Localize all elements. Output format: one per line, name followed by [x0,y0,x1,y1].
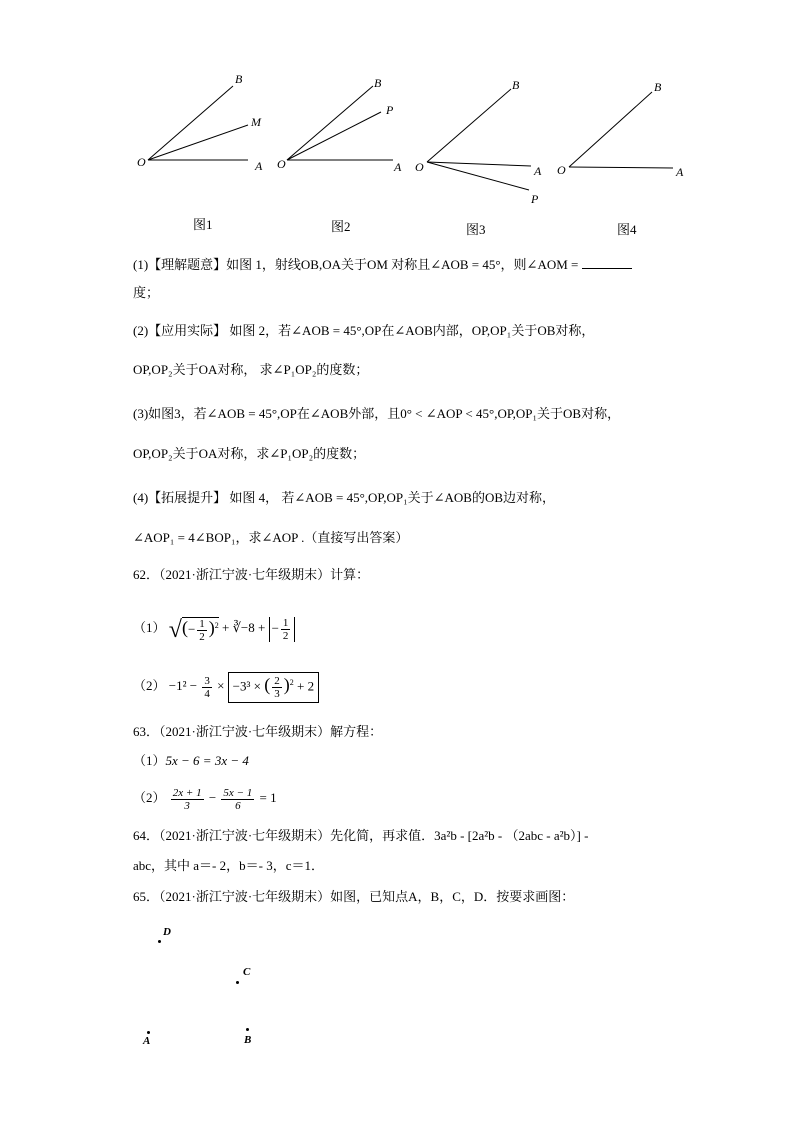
q63-part1 [133,752,249,770]
frac-two-thirds: $\frac{2}{3}$ [274,674,280,700]
q63-part2-label: （2） [133,790,166,805]
frac-half: $\frac{1}{2}$ [199,617,205,643]
q62-title: 62．（2021·浙江宁波·七年级期末）计算： [133,567,370,582]
fig4-label-B: B [654,80,662,94]
fig1-label-A: A [255,159,263,173]
q62-part1 [133,611,295,645]
frac-2x-plus-1: $\frac{2x + 1}{3}$ [172,786,202,812]
frac-three-quarters: $\frac{3}{4}$ [204,674,210,700]
q61-part4-line2: ∠AOP₁ = 4∠BOP₁，求∠AOP .（直接写出答案） [133,530,409,545]
frac-5x-minus-1: $\frac{5x - 1}{6}$ [223,786,253,812]
q62-part2-b: × [217,678,228,693]
figure-1-rays [148,86,248,160]
q61-part3-line2: OP,OP₂关于OA对称，求∠P₁OP₂的度数； [133,446,366,461]
q62-part1-label: （1） [133,620,166,635]
point-D-dot[interactable] [158,940,161,943]
q64-line1: 64．（2021·浙江宁波·七年级期末）先化简，再求值．3a²b - [2a²b - （2abc - a²b）] - [133,828,589,843]
q61-part1-line2: 度； [133,285,160,300]
point-D-label: D [163,926,171,938]
point-A-dot[interactable] [147,1031,150,1034]
fig3-label-P: P [531,192,539,206]
point-C-dot[interactable] [236,981,239,984]
angle-figures [0,0,794,250]
equation-2-rhs: = 1 [259,790,277,805]
q62-part2-a: −1² − [168,678,198,693]
q61-part4-line1: (4)【拓展提升】 如图 4， 若∠AOB = 45°,OP,OP₁关于∠AOB的OB边对称， [133,490,556,505]
q61-part1-line1: (1)【理解题意】如图 1，射线OB,OA关于OM 对称且∠AOB = 45°，则∠AOM = [133,256,632,274]
q62-part2-label: （2） [133,678,166,693]
fig4-caption: 图4 [617,222,637,237]
sqrt-expression: √(− $\frac{1}{2}$ )$^2$ [168,616,219,643]
point-A-label: A [143,1035,151,1047]
fig1-label-M: M [251,115,261,129]
figure-2-rays [287,86,393,160]
fig3-label-B: B [512,78,520,92]
q63-part1-label: （1） [133,753,166,768]
answer-blank[interactable] [582,256,632,269]
point-B-dot[interactable] [246,1028,249,1031]
point-C-label: C [243,966,251,978]
fig2-caption: 图2 [331,219,351,234]
fig1-caption: 图1 [193,217,213,232]
fig3-label-O: O [415,160,424,174]
fig2-label-A: A [394,160,402,174]
q62-part2 [133,666,319,706]
fig1-label-B: B [235,72,243,86]
fig3-label-A: A [534,164,542,178]
q63-part2: （2） $\frac{2x + 1}{3}$ − $\frac{5x - 1}{6}$ = 1 [133,786,277,812]
fig2-label-B: B [374,76,382,90]
abs-term: − $\frac{1}{2}$ [269,617,296,642]
q61-part2-line2: OP,OP₂关于OA对称， 求∠P₁OP₂的度数； [133,362,369,377]
q65-title: 65．（2021·浙江宁波·七年级期末）如图，已知点A，B，C，D．按要求画图： [133,889,575,904]
q64-line2: abc，其中 a＝- 2，b＝- 3，c＝1． [133,858,324,873]
frac-half-abs: $\frac{1}{2}$ [282,616,289,642]
q61-part2-line1: (2)【应用实际】 如图 2，若∠AOB = 45°,OP在∠AOB内部，OP,OP₁关于OB对称， [133,323,595,338]
fig1-label-O: O [137,155,146,169]
fig2-label-P: P [386,103,394,117]
fig4-label-A: A [676,165,684,179]
equation-1: 5x − 6 = 3x − 4 [165,753,249,768]
q63-title: 63．（2021·浙江宁波·七年级期末）解方程： [133,724,383,739]
fig3-caption: 图3 [466,222,486,237]
fig4-label-O: O [557,163,566,177]
point-B-label: B [244,1034,252,1046]
figure-4-rays [569,92,673,168]
q61-part3-line1: (3)如图3，若∠AOB = 45°,OP在∠AOB外部，且0° < ∠AOP < 45°,OP,OP₁关于OB对称， [133,406,621,421]
figure-3-rays [427,89,531,190]
bracket-expression: −3³ × ( $\frac{2}{3}$ )$^2$ + 2 [228,672,319,703]
cuberoot-term: + ∛−8 + [222,620,266,635]
fig2-label-O: O [277,157,286,171]
